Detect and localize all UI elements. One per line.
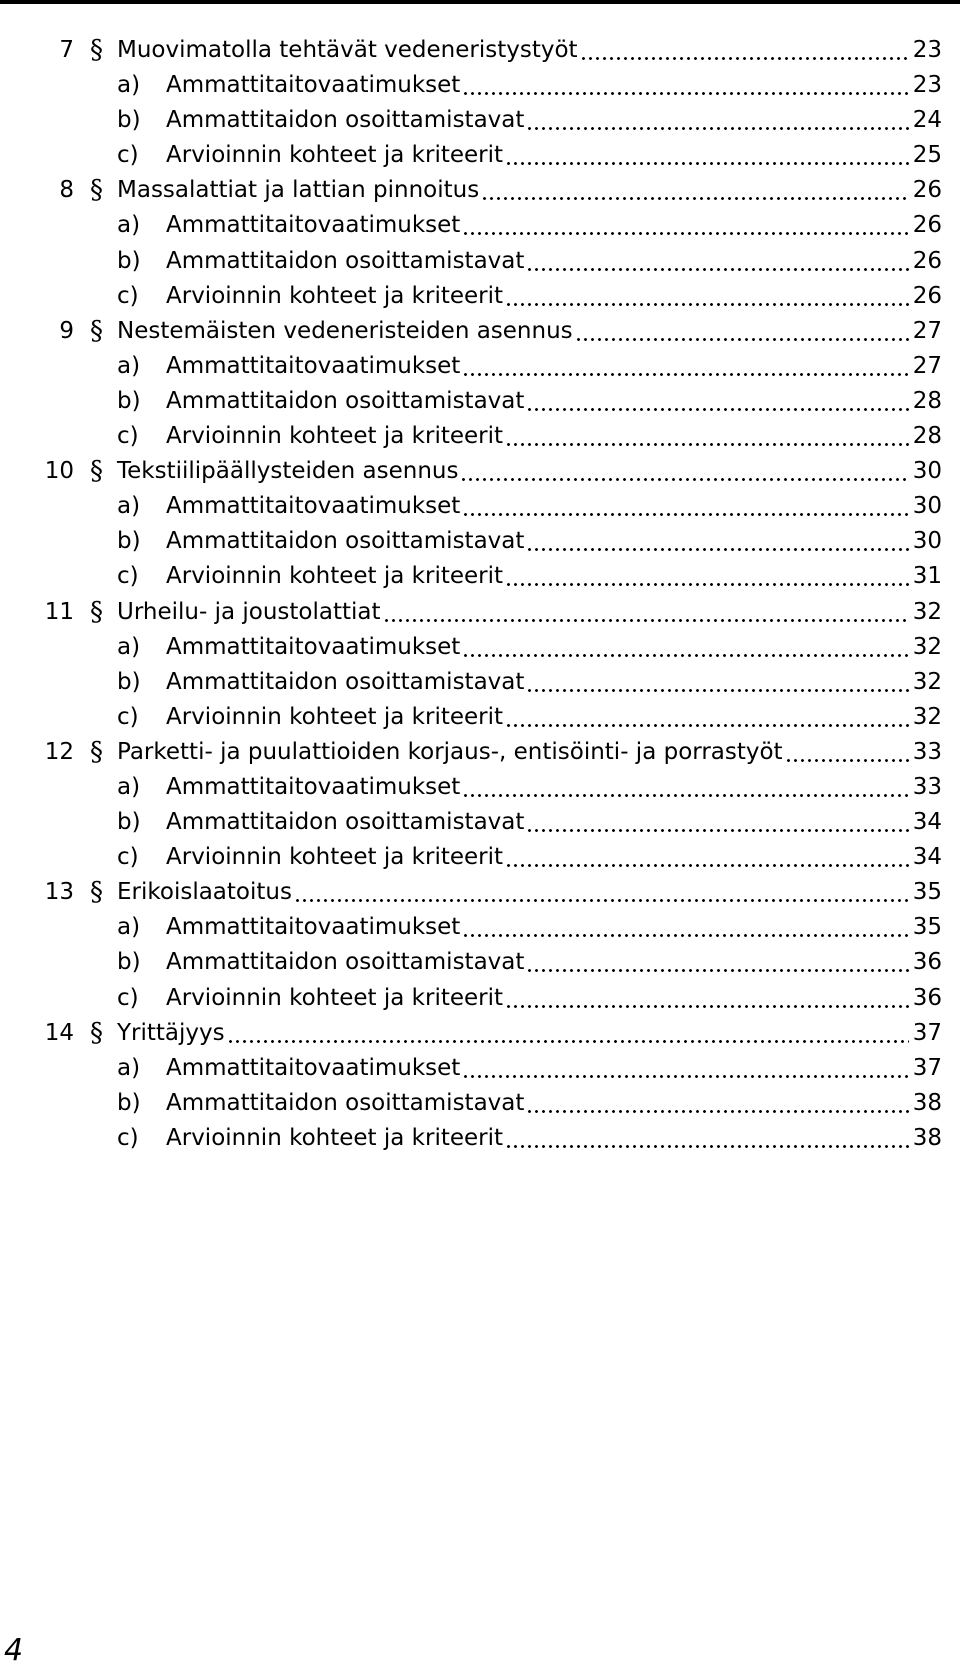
section-title: Yrittäjyys [117,1019,225,1046]
table-of-contents [0,33,960,1156]
page-ref: 25 [912,142,942,169]
page-ref: 35 [912,879,942,906]
dot-leader [505,426,909,448]
subsection-title: Arvioinnin kohteet ja kriteerit [166,984,504,1011]
page-ref: 36 [912,984,942,1011]
toc-entry-line [117,595,942,630]
toc-section-row[interactable] [0,454,960,489]
page-ref: 26 [912,247,942,274]
dot-leader [227,1023,909,1045]
subsection-letter: c) [117,423,139,450]
dot-leader [505,145,909,167]
subsection-title: Ammattitaitovaatimukset [166,72,461,99]
toc-entry-line [117,173,942,208]
subsection-title: Ammattitaitovaatimukset [166,212,461,239]
page-ref: 35 [912,914,942,941]
subsection-letter: c) [117,563,139,590]
dot-leader [526,1093,908,1115]
subsection-title: Ammattitaidon osoittamistavat [166,1089,525,1116]
toc-entry-line [166,1121,942,1156]
toc-section-row[interactable] [0,314,960,349]
page-ref: 37 [912,1019,942,1046]
page-ref: 32 [912,703,942,730]
section-symbol: § [90,456,103,487]
toc-subsection-row[interactable] [0,208,960,243]
toc-subsection-row[interactable] [0,770,960,805]
toc-subsection-row[interactable] [0,138,960,173]
toc-subsection-row[interactable] [0,524,960,559]
page-ref: 24 [912,107,942,134]
section-title: Urheilu- ja joustolattiat [117,598,381,625]
dot-leader [462,1058,908,1080]
subsection-title: Ammattitaitovaatimukset [166,1054,461,1081]
page-ref: 27 [912,317,942,344]
subsection-title: Arvioinnin kohteet ja kriteerit [166,844,504,871]
toc-subsection-row[interactable] [0,1086,960,1121]
section-title: Muovimatolla tehtävät vedeneristystyöt [117,37,578,63]
subsection-letter: b) [117,809,141,836]
section-symbol: § [90,315,103,346]
toc-entry-line [166,68,942,103]
toc-subsection-row[interactable] [0,103,960,138]
dot-leader [526,531,908,553]
page-ref: 23 [912,37,942,63]
toc-subsection-row[interactable] [0,805,960,840]
toc-entry-line [166,138,942,173]
subsection-title: Ammattitaitovaatimukset [166,352,461,379]
subsection-title: Arvioinnin kohteet ja kriteerit [166,703,504,730]
subsection-letter: a) [117,493,141,520]
toc-subsection-row[interactable] [0,840,960,875]
section-title: Tekstiilipäällysteiden asennus [117,458,459,485]
page-ref: 36 [912,949,942,976]
section-number: 7 [59,37,74,63]
toc-entry-line [166,489,942,524]
toc-section-row[interactable] [0,33,960,68]
toc-subsection-row[interactable] [0,665,960,700]
subsection-letter: c) [117,142,139,169]
subsection-title: Ammattitaitovaatimukset [166,493,461,520]
toc-entry-line [166,981,942,1016]
page-ref: 33 [912,738,942,765]
section-symbol: § [90,596,103,627]
toc-subsection-row[interactable] [0,489,960,524]
page-ref: 37 [912,1054,942,1081]
subsection-letter: c) [117,703,139,730]
subsection-title: Ammattitaidon osoittamistavat [166,668,525,695]
toc-entry-line [166,103,942,138]
page-ref: 34 [912,809,942,836]
section-title: Erikoislaatoitus [117,879,292,906]
section-title: Nestemäisten vedeneristeiden asennus [117,317,573,344]
subsection-letter: a) [117,212,141,239]
page-ref: 32 [912,598,942,625]
toc-subsection-row[interactable] [0,244,960,279]
subsection-letter: b) [117,949,141,976]
toc-section-row[interactable] [0,1016,960,1051]
subsection-title: Ammattitaidon osoittamistavat [166,247,525,274]
dot-leader [383,602,909,624]
section-symbol: § [90,736,103,767]
subsection-title: Ammattitaidon osoittamistavat [166,809,525,836]
toc-subsection-row[interactable] [0,1121,960,1156]
toc-entry-line [117,454,942,489]
page-ref: 23 [912,72,942,99]
dot-leader [785,742,909,764]
subsection-title: Arvioinnin kohteet ja kriteerit [166,142,504,169]
dot-leader [462,637,908,659]
page-ref: 32 [912,668,942,695]
section-number: 9 [59,317,74,344]
toc-entry-line [166,805,942,840]
dot-leader [462,215,908,237]
toc-entry-line [166,524,942,559]
toc-entry-line [166,349,942,384]
toc-entry-line [117,875,942,910]
subsection-letter: a) [117,633,141,660]
subsection-letter: b) [117,1089,141,1116]
subsection-letter: c) [117,844,139,871]
toc-subsection-row[interactable] [0,981,960,1016]
toc-entry-line [166,559,942,594]
toc-entry-line [117,735,942,770]
subsection-title: Arvioinnin kohteet ja kriteerit [166,563,504,590]
toc-subsection-row[interactable] [0,700,960,735]
subsection-title: Ammattitaidon osoittamistavat [166,949,525,976]
subsection-letter: c) [117,1124,139,1151]
subsection-letter: b) [117,528,141,555]
toc-subsection-row[interactable] [0,419,960,454]
page-ref: 31 [912,563,942,590]
subsection-letter: c) [117,984,139,1011]
dot-leader [526,672,908,694]
subsection-letter: b) [117,387,141,414]
subsection-letter: b) [117,107,141,134]
subsection-title: Ammattitaidon osoittamistavat [166,387,525,414]
toc-entry-line [117,33,942,68]
subsection-title: Arvioinnin kohteet ja kriteerit [166,1124,504,1151]
dot-leader [505,566,909,588]
toc-subsection-row[interactable] [0,910,960,945]
page-ref: 26 [912,282,942,309]
toc-subsection-row[interactable] [0,384,960,419]
dot-leader [481,180,909,202]
section-title: Parketti- ja puulattioiden korjaus-, entisöinti- ja porrastyöt [117,738,783,765]
dot-leader [526,110,908,132]
subsection-title: Arvioinnin kohteet ja kriteerit [166,423,504,450]
page-ref: 30 [912,528,942,555]
toc-entry-line [166,630,942,665]
toc-section-row[interactable] [0,173,960,208]
toc-entry-line [166,1086,942,1121]
dot-leader [294,882,909,904]
page-ref: 30 [912,493,942,520]
toc-subsection-row[interactable] [0,1051,960,1086]
page-ref: 34 [912,844,942,871]
dot-leader [505,707,909,729]
dot-leader [575,321,909,343]
page-number: 4 [4,1633,24,1668]
section-symbol: § [90,877,103,908]
toc-entry-line [166,279,942,314]
dot-leader [462,356,908,378]
toc-entry-line [166,665,942,700]
toc-subsection-row[interactable] [0,349,960,384]
page-ref: 30 [912,458,942,485]
dot-leader [526,952,908,974]
dot-leader [462,917,908,939]
page-ref: 28 [912,423,942,450]
toc-entry-line [117,314,942,349]
section-number: 11 [44,598,74,625]
dot-leader [462,496,908,518]
toc-subsection-row[interactable] [0,279,960,314]
subsection-title: Arvioinnin kohteet ja kriteerit [166,282,504,309]
subsection-letter: a) [117,1054,141,1081]
toc-subsection-row[interactable] [0,559,960,594]
toc-entry-line [166,244,942,279]
dot-leader [505,286,909,308]
toc-entry-line [166,419,942,454]
page-ref: 32 [912,633,942,660]
dot-leader [460,461,908,483]
page-ref: 33 [912,773,942,800]
page-ref: 26 [912,177,942,204]
subsection-title: Ammattitaitovaatimukset [166,773,461,800]
subsection-letter: a) [117,914,141,941]
dot-leader [580,40,909,62]
section-symbol: § [90,175,103,206]
page-ref: 26 [912,212,942,239]
toc-entry-line [166,770,942,805]
section-symbol: § [90,1017,103,1048]
toc-entry-line [166,384,942,419]
toc-subsection-row[interactable] [0,630,960,665]
subsection-title: Ammattitaitovaatimukset [166,914,461,941]
section-number: 8 [59,177,74,204]
dot-leader [526,812,908,834]
section-number: 10 [44,458,74,485]
toc-entry-line [166,945,942,980]
dot-leader [526,251,908,273]
section-number: 12 [44,738,74,765]
subsection-title: Ammattitaidon osoittamistavat [166,528,525,555]
subsection-letter: a) [117,352,141,379]
toc-subsection-row[interactable] [0,945,960,980]
section-title: Massalattiat ja lattian pinnoitus [117,177,480,204]
toc-entry-line [166,910,942,945]
top-rule [0,0,960,4]
toc-section-row[interactable] [0,875,960,910]
dot-leader [526,391,908,413]
subsection-title: Ammattitaitovaatimukset [166,633,461,660]
section-number: 13 [44,879,74,906]
toc-section-row[interactable] [0,595,960,630]
subsection-letter: b) [117,247,141,274]
page-ref: 38 [912,1089,942,1116]
page-ref: 27 [912,352,942,379]
toc-entry-line [166,1051,942,1086]
page-ref: 28 [912,387,942,414]
subsection-title: Ammattitaidon osoittamistavat [166,107,525,134]
subsection-letter: c) [117,282,139,309]
dot-leader [505,847,909,869]
dot-leader [462,75,908,97]
page-ref: 38 [912,1124,942,1151]
toc-entry-line [166,208,942,243]
section-number: 14 [44,1019,74,1046]
toc-section-row[interactable] [0,735,960,770]
subsection-letter: a) [117,72,141,99]
subsection-letter: a) [117,773,141,800]
toc-entry-line [166,700,942,735]
section-symbol: § [90,35,103,65]
subsection-letter: b) [117,668,141,695]
dot-leader [462,777,908,799]
toc-entry-line [117,1016,942,1051]
toc-entry-line [166,840,942,875]
toc-subsection-row[interactable] [0,68,960,103]
dot-leader [505,1128,909,1150]
dot-leader [505,988,909,1010]
